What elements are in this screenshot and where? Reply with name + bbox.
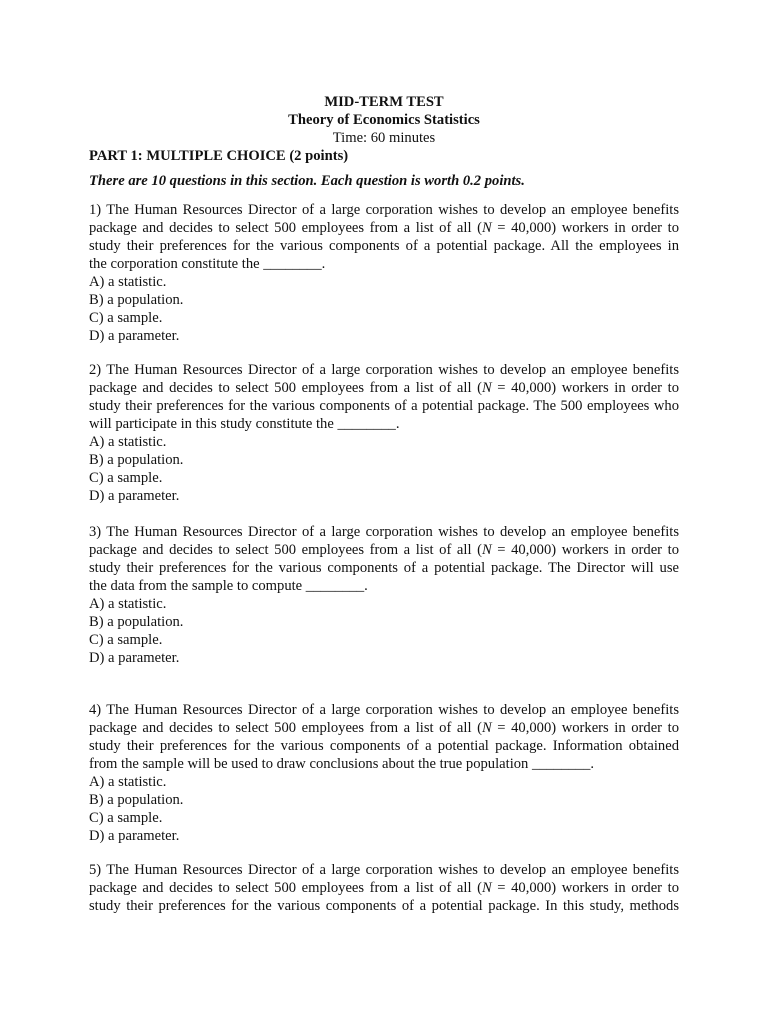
answer-option: A) a statistic. [89,596,167,612]
answer-option: C) a sample. [89,310,163,326]
section-instructions: There are 10 questions in this section. Each question is worth 0.2 points. [89,173,525,189]
answer-options [89,273,679,345]
answer-option: D) a parameter. [89,650,180,666]
answer-option: C) a sample. [89,632,163,648]
test-time: Time: 60 minutes [332,130,436,146]
question-line: package and decides to select 500 employees from a list of all (N = 40,000) workers in order to [89,720,679,736]
question-text [89,201,679,273]
answer-option: D) a parameter. [89,328,180,344]
question-line: 5) The Human Resources Director of a large corporation wishes to develop an employee benefits [89,862,679,878]
question-text [89,861,679,915]
answer-option: B) a population. [89,452,184,468]
question-line: package and decides to select 500 employees from a list of all (N = 40,000) workers in order to [89,880,679,896]
answer-option: D) a parameter. [89,828,180,844]
question-line: package and decides to select 500 employees from a list of all (N = 40,000) workers in order to [89,220,679,236]
question-line: 3) The Human Resources Director of a large corporation wishes to develop an employee benefits [89,524,679,540]
question-3 [89,523,679,667]
question-line: study their preferences for the various components of a potential package. In this study, methods [89,898,679,914]
answer-option: B) a population. [89,792,184,808]
part-heading: PART 1: MULTIPLE CHOICE (2 points) [89,148,349,164]
question-line: study their preferences for the various components of a potential package. The Director will use [89,560,679,576]
answer-option: B) a population. [89,614,184,630]
question-line: 2) The Human Resources Director of a large corporation wishes to develop an employee benefits [89,362,679,378]
question-2 [89,361,679,505]
answer-options [89,433,679,505]
question-line: study their preferences for the various components of a potential package. The 500 employees who [89,398,679,414]
question-line: package and decides to select 500 employees from a list of all (N = 40,000) workers in order to [89,380,679,396]
answer-option: D) a parameter. [89,488,180,504]
question-line: 1) The Human Resources Director of a large corporation wishes to develop an employee benefits [89,202,679,218]
question-line: will participate in this study constitute the ________. [89,416,400,432]
question-line: the data from the sample to compute ________. [89,578,368,594]
question-4 [89,701,679,845]
question-text [89,361,679,433]
question-line: study their preferences for the various components of a potential package. All the employees in [89,238,679,254]
question-line: package and decides to select 500 employees from a list of all (N = 40,000) workers in order to [89,542,679,558]
document-page [89,93,679,914]
question-line: the corporation constitute the ________. [89,256,326,272]
question-line: 4) The Human Resources Director of a large corporation wishes to develop an employee benefits [89,702,679,718]
answer-option: A) a statistic. [89,774,167,790]
question-5 [89,861,679,915]
answer-options [89,773,679,845]
test-header [89,93,679,147]
answer-options [89,595,679,667]
answer-option: C) a sample. [89,470,163,486]
answer-option: C) a sample. [89,810,163,826]
test-subject: Theory of Economics Statistics [288,112,480,128]
answer-option: A) a statistic. [89,274,167,290]
question-text [89,523,679,595]
question-text [89,701,679,773]
question-1 [89,201,679,345]
test-title: MID-TERM TEST [324,94,444,110]
question-line: from the sample will be used to draw conclusions about the true population ________. [89,756,595,772]
answer-option: B) a population. [89,292,184,308]
question-line: study their preferences for the various components of a potential package. Information obtained [89,738,679,754]
answer-option: A) a statistic. [89,434,167,450]
